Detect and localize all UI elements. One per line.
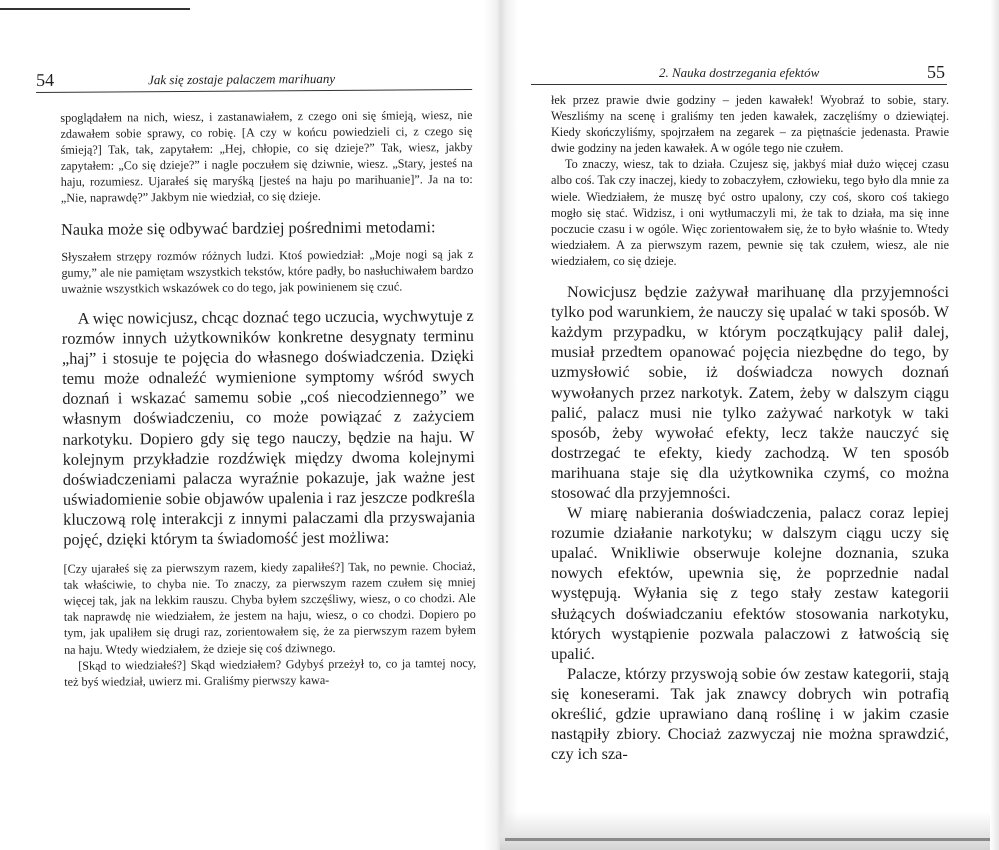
right-page-header [531, 62, 947, 85]
left-page-header [36, 67, 472, 93]
paragraph: A więc nowicjusz, chcąc doznać tego uczucia, wychwytuje z rozmów innych użytkowników konkretne desygnaty terminu „haj” i stosuje te pojęcia do własnego doświadczenia. Dzięki temu może odnaleźć wymienione symptomy wśród swych doznań i wskazać samemu sobie „coś niecodziennego” we własnym doświadczeniu, co może powiązać z zażyciem narkotyku. Dopiero gdy się tego nauczy, będzie na haju. W kolejnym przykładzie rozdźwięk między dwoma kolejnymi doświadczeniami palacza wyraźnie pokazuje, jak ważne jest uświadomienie sobie objawów upalenia i raz jeszcze podkreśla kluczową rolę interakcji z innymi palaczami dla przyswajania pojęć, dzięki którym ta świadomość jest możliwa: [61, 305, 476, 549]
running-head: Jak się zostaje palaczem marihuany [148, 70, 336, 88]
paragraph: Nowicjusz będzie zażywał marihuanę dla przyjemności tylko pod warunkiem, że nauczy się upalać w taki sposób. W każdym przypadku, w którym początkujący palił dalej, musiał przedtem opanować pojęcia niezbędne do tego, by uzmysłowić sobie, iż doświadcza nowych doznań wywołanych przez narkotyk. Zatem, żeby w dalszym ciągu palić, palacz musi nie tylko zażywać narkotyk w taki sposób, żeby wywołać efekty, lecz także nauczyć się dostrzegać te efekty, kiedy zachodzą. W ten sposób marihuana staje się dla użytkownika czymś, co można stosować dla przyjemności. [551, 282, 949, 502]
quote-block: łek przez prawie dwie godziny – jeden kawałek! Wyobraź to sobie, stary. Weszliśmy na scenę i graliśmy ten jeden kawałek, zaczęliśmy o dziewiątej. Kiedy skończyliśmy, spojrzałem na zegarek – za piętnaście jedenasta. Prawie dwie godziny na jeden kawałek. A w ogóle tego nie czułem. [551, 93, 949, 156]
quote-block: [Skąd to wiedziałeś?] Skąd wiedziałem? Gdybyś przeżył to, co ja tamtej nocy, też byś wiedział, uwierz mi. Graliśmy pierwszy kawa- [64, 655, 477, 689]
left-page-body [36, 107, 476, 690]
quote-block: [Czy ujarałeś się za pierwszym razem, kiedy zapaliłeś?] Tak, no pewnie. Chociaż, tak właściwie, to chyba nie. To znaczy, za pierwszym razem czułem się mniej więcej tak, jak na lekkim rauszu. Chyba byłem szczęśliwy, wiesz, o co chodzi. Ale tak naprawdę nie wiedziałem, że jestem na haju, wiesz, o co chodzi. Dopiero po tym, jak upaliłem się drugi raz, zorientowałem się, że za pierwszym razem byłem na haju. Wtedy wiedziałem, że dzieje się coś dziwnego. [63, 559, 476, 657]
paragraph: Nauka może się odbywać bardziej pośrednimi metodami: [61, 216, 436, 239]
quote-block: spoglądałem na nich, wiesz, i zastanawiałem, z czego oni się śmieją, wiesz, nie zdawałem sobie sprawy, co robię. [A czy w końcu powiedzieli ci, z czego się śmieją?] Tak, tak, zapytałem: „Hej, chłopie, co się dzieje?” Tak, wiesz, jakby zapytałem: „Co się dzieje?” i nagle poczułem się dziwnie, wiesz. „Stary, jesteś na haju, rozumiesz. Ujarałeś się maryśką [jesteś na haju po marihuanie]”. Ja na to: „Nie, naprawdę?” Jakbym nie wiedział, co się dzieje. [60, 107, 473, 206]
quote-block: Słyszałem strzępy rozmów różnych ludzi. Ktoś powiedział: „Moje nogi są jak z gumy,” ale nie pamiętam wszystkich tekstów, które padły, bo nasłuchiwałem bardzo uważnie wszystkich wskazówek co do tego, jak powinienem się czuć. [61, 246, 474, 296]
book-gutter [484, 0, 518, 850]
paragraph: W miarę nabierania doświadczenia, palacz coraz lepiej rozumie działanie narkotyku; w dalszym ciągu uczy się upalać. Wnikliwie obserwuje kolejne doznania, szuka nowych efektów, upewnia się, że poprzednie nadal występują. Wyłania się z tego stały zestaw kategorii służących doświadczaniu efektów stosowania narkotyku, których wystąpienie pozwala palaczowi z łatwością się upalić. [551, 503, 949, 663]
scan-edge-line [0, 8, 190, 10]
page-number: 55 [927, 62, 945, 82]
quote-block: To znaczy, wiesz, tak to działa. Czujesz się, jakbyś miał dużo więcej czasu albo coś. Tak czy inaczej, kiedy to zobaczyłem, człowieku, tego było dla mnie za wiele. Wiedziałem, że muszę być ostro upalony, czy coś, skoro coś takiego mogło się stać. Widzisz, i oni wytłumaczyli mi, że tak to działa, ma się inne poczucie czasu i w ogóle. Więc zorientowałem się, że to było właśnie to. Wtedy wiedziałem. A za pierwszym razem, pewnie się tak czułem, wiesz, ale nie wiedziałem, co się dzieje. [551, 157, 949, 268]
right-page [531, 62, 947, 764]
running-head: 2. Nauka dostrzegania efektów [659, 65, 820, 80]
paragraph: Palacze, którzy przyswoją sobie ów zestaw kategorii, stają się koneserami. Tak jak znawcy dobrych win potrafią określić, gdzie uprawiano daną roślinę i w jakim czasie nastąpiły zbiory. Chociaż zazwyczaj nie można sprawdzić, czy ich sza- [551, 663, 949, 764]
page-number: 54 [36, 69, 55, 90]
left-page [36, 67, 476, 690]
scan-right-edge [990, 0, 999, 850]
right-page-body [531, 92, 949, 764]
page-bottom-edge [505, 838, 999, 841]
scan-shadow [500, 812, 999, 850]
